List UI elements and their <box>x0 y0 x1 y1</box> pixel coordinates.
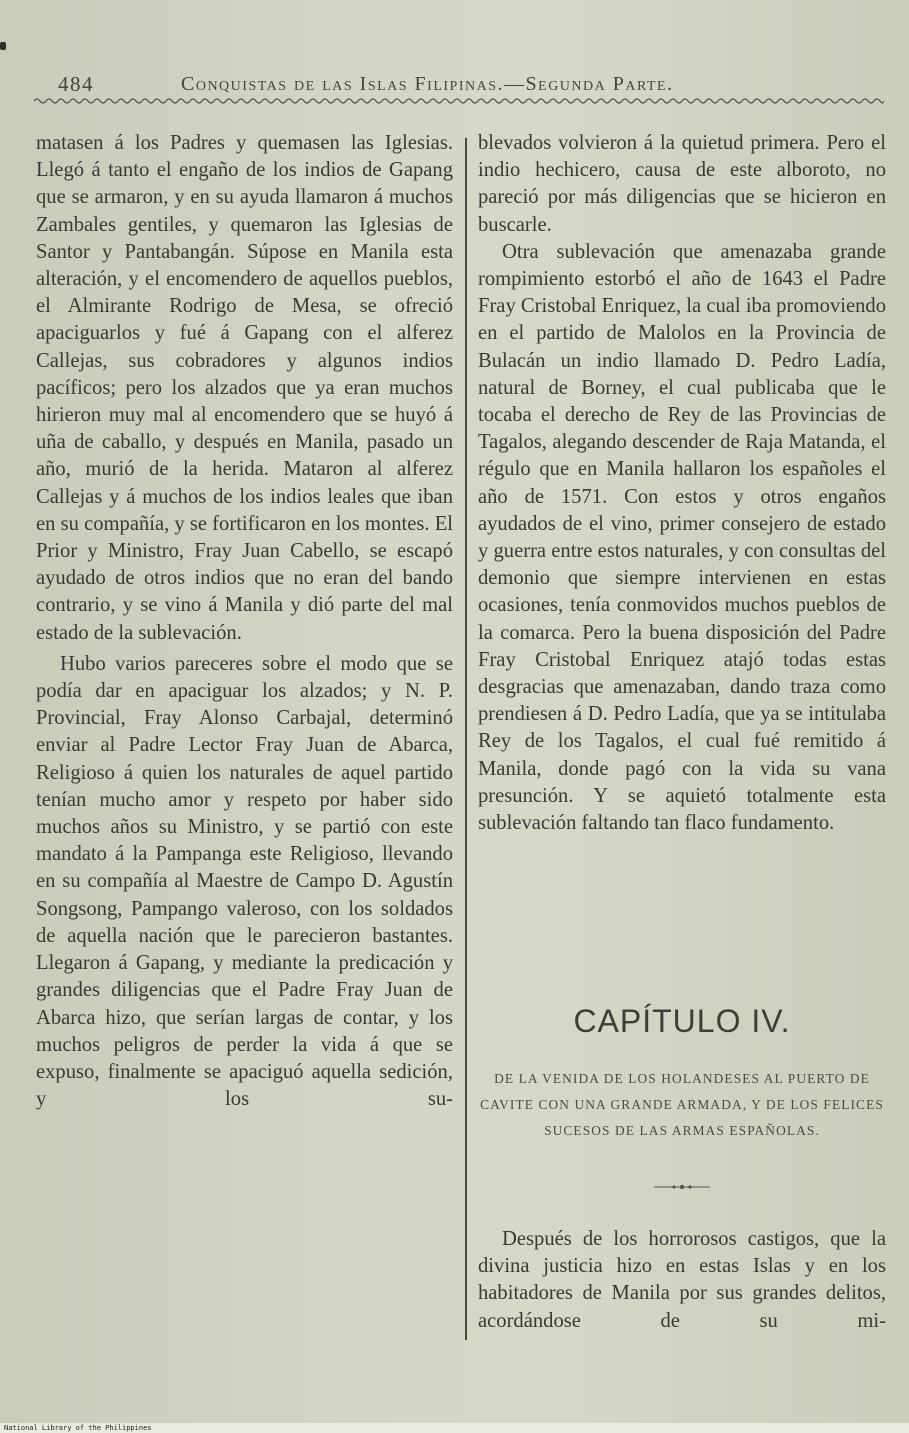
footer-credit: National Library of the Philippines <box>0 1423 909 1433</box>
left-paragraph-2: Hubo varios pareceres sobre el modo que se podía dar en apaciguar los alzados; y N. P. Provincial, Fray Alonso Carbajal, determinó enviar al Padre Lector Fray Juan de Abarca, Religioso á quien los naturales de aquel partido tenían mucho amor y respeto por haber sido muchos años su Ministro, y se partió con este mandato á la Pampanga este Religioso, llevando en su compañía al Maestre de Campo D. Agustín Songsong, Pampango valeroso, con los soldados de aquella nación que le parecieron bastantes. Llegaron á Gapang, y mediante la predicación y grandes diligencias que el Padre Fray Juan de Abarca hizo, que serían largas de contar, y los muchos peligros de perder la vida á que se expuso, finalmente se apaciguó aquella sedición, y los su- <box>36 652 453 1111</box>
chapter-opening-paragraph: Después de los horrorosos castigos, que la divina justicia hizo en estas Islas y en los habitadores de Manila por sus grandes delitos, acordándose de su mi- <box>478 1228 886 1332</box>
ornament-divider <box>652 1183 712 1191</box>
left-paragraph-1: matasen á los Padres y quemasen las Iglesias. Llegó á tanto el engaño de los indios de Gapang que se armaron, y en su ayuda llamaron á muchos Zambales gentiles, y quemaron las Iglesias de Santor y Pantabangán. Súpose en Manila esta alteración, y el encomendero de aquellos pueblos, el Almirante Rodrigo de Mesa, se ofreció apaciguarlos y fué á Gapang con el alferez Callejas, sus cobradores y algunos indios pacíficos; pero los alzados que ya eran muchos hirieron muy mal al encomendero que se huyó á uña de caballo, y después en Manila, pasado un año, murió de la herida. Mataron al alferez Callejas y á muchos de los indios leales que iban en su compañía, y se fortificaron en los montes. El Prior y Ministro, Fray Juan Cabello, se escapó ayudado de otros indios que no eran del bando contrario, y se vino á Manila y dió parte del mal estado de la sublevación. <box>36 132 453 644</box>
running-head: Conquistas de las Islas Filipinas.—Segunda Parte. <box>181 73 674 95</box>
right-paragraph-2: Otra sublevación que amenazaba grande rompimiento estorbó el año de 1643 el Padre Fray Cristobal Enriquez, la cual iba promoviendo en el partido de Malolos en la Provincia de Bulacán un indio llamado D. Pedro Ladía, natural de Borney, el cual publicaba que le tocaba el derecho de Rey de las Provincias de Tagalos, alegando descender de Raja Matanda, el régulo que en Manila hallaron los españoles el año de 1571. Con estos y otros engaños ayudados de el vino, primer consejero de estado y guerra entre estos naturales, y con consultas del demonio que siempre intervienen en estas ocasiones, tenía conmovidos muchos pueblos de la comarca. Pero la buena disposición del Padre Fray Cristobal Enriquez atajó todas estas desgracias que amenazaban, dando traza como prendiesen á D. Pedro Ladía, que ya se intitulaba Rey de los Tagalos, el cual fué remitido á Manila, donde pagó con la vida su vana presunción. Y se aquietó totalmente esta sublevación faltando tan flaco fundamento. <box>478 240 886 835</box>
page-number: 484 <box>58 72 94 96</box>
right-column <box>478 130 886 837</box>
chapter-opening-column <box>478 1226 886 1335</box>
left-column <box>36 130 453 1113</box>
header-wavy-rule <box>34 96 884 106</box>
chapter-title: CAPÍTULO IV. <box>573 1003 791 1039</box>
scan-mark <box>0 42 6 50</box>
right-paragraph-1: blevados volvieron á la quietud primera. Pero el indio hechicero, causa de este alboroto, no pareció por más diligencias que se hicieron en buscarle. <box>478 132 886 236</box>
column-divider <box>465 138 467 1340</box>
chapter-summary: DE LA VENIDA DE LOS HOLANDESES AL PUERTO DE CAVITE CON UNA GRANDE ARMADA, Y DE LOS FELICES SUCESOS DE LAS ARMAS ESPAÑOLAS. <box>480 1071 884 1138</box>
